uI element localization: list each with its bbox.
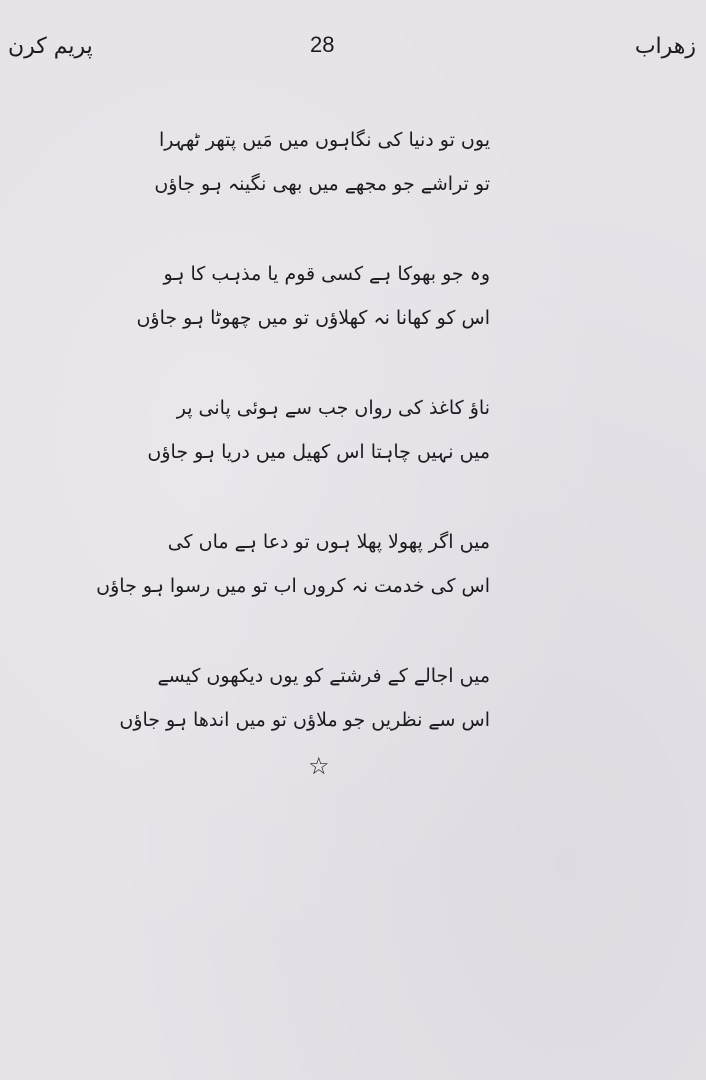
verse-line: یوں تو دنیا کی نگاہوں میں مَیں پتھر ٹھہرا — [158, 129, 490, 151]
verse-line: میں اجالے کے فرشتے کو یوں دیکھوں کیسے — [157, 665, 490, 687]
stanza — [136, 252, 490, 340]
verse-line: وہ جو بھوکا ہے کسی قوم یا مذہب کا ہو — [163, 263, 490, 285]
stanza — [119, 654, 490, 742]
verse-line: اس کو کھانا نہ کھلاؤں تو میں چھوٹا ہو جاؤں — [136, 307, 490, 329]
verse-line: تو تراشے جو مجھے میں بھی نگینہ ہو جاؤں — [154, 173, 490, 195]
verse-line: اس کی خدمت نہ کروں اب تو میں رسوا ہو جاؤں — [96, 575, 490, 597]
page-number: 28 — [310, 32, 335, 57]
stanza — [96, 520, 490, 608]
header-book-title: زھراب — [634, 34, 696, 59]
verse-line: ناؤ کاغذ کی رواں جب سے ہوئی پانی پر — [176, 397, 490, 419]
stanza — [150, 118, 490, 206]
verse-line: اس سے نظریں جو ملاؤں تو میں اندھا ہو جاؤں — [119, 709, 490, 731]
verse-line: میں نہیں چاہتا اس کھیل میں دریا ہو جاؤں — [147, 441, 490, 463]
poem — [96, 118, 490, 788]
stanza — [147, 386, 490, 474]
verse-line: میں اگر پھولا پھلا ہوں تو دعا ہے ماں کی — [167, 531, 490, 553]
header-author-name: پریم کرن — [8, 34, 93, 59]
star-icon: ☆ — [308, 752, 330, 780]
